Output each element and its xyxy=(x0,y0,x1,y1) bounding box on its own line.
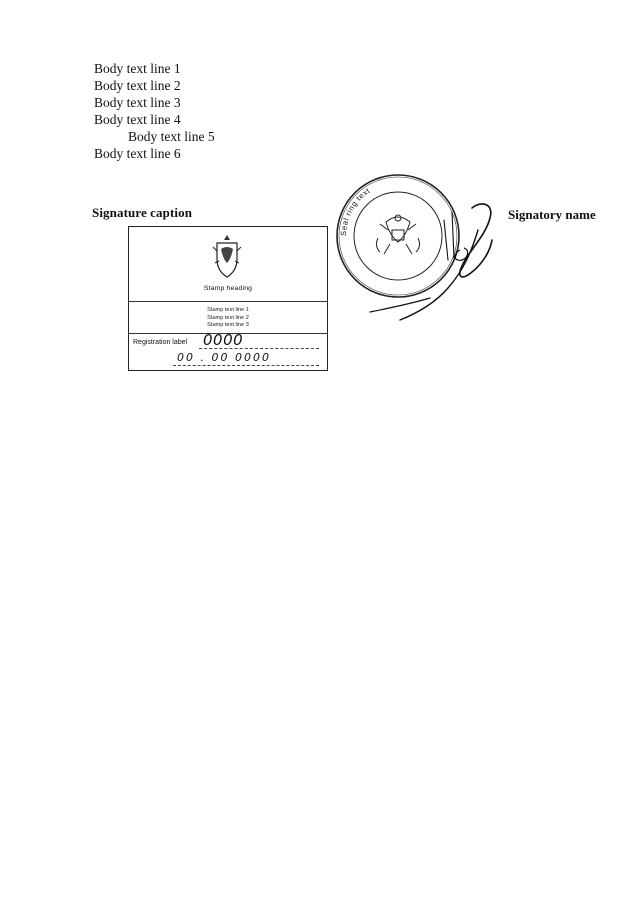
registration-date: 00 . 00 0000 xyxy=(177,351,271,364)
seal-ring-text: Seal ring text xyxy=(338,185,372,237)
number-underline xyxy=(199,348,319,349)
stamp-description-line: Stamp text line 2 xyxy=(207,314,249,321)
clause-3-line: Body text line 5 xyxy=(128,129,215,144)
signatory-name: Signatory name xyxy=(508,207,596,222)
body-line: Body text line 4 xyxy=(94,112,181,127)
handwritten-signature xyxy=(360,190,520,330)
stamp-description-line: Stamp text line 3 xyxy=(207,322,249,329)
body-line: Body text line 1 xyxy=(94,61,181,76)
registration-label: Registration label xyxy=(133,339,188,346)
coat-of-arms-icon xyxy=(211,233,243,281)
registration-number: 0000 xyxy=(203,331,244,349)
stamp-description-line: Stamp text line 1 xyxy=(207,307,249,313)
stamp-divider xyxy=(129,301,327,302)
position-title: Signature caption xyxy=(92,205,193,220)
body-line: Body text line 3 xyxy=(94,95,181,110)
stamp-title: Stamp heading xyxy=(203,285,253,292)
document-body xyxy=(94,60,600,162)
registration-stamp xyxy=(128,226,328,371)
clause-3-line: Body text line 6 xyxy=(94,146,181,161)
date-underline xyxy=(173,365,319,366)
body-line: Body text line 2 xyxy=(94,78,181,93)
stamp-description xyxy=(135,307,321,330)
